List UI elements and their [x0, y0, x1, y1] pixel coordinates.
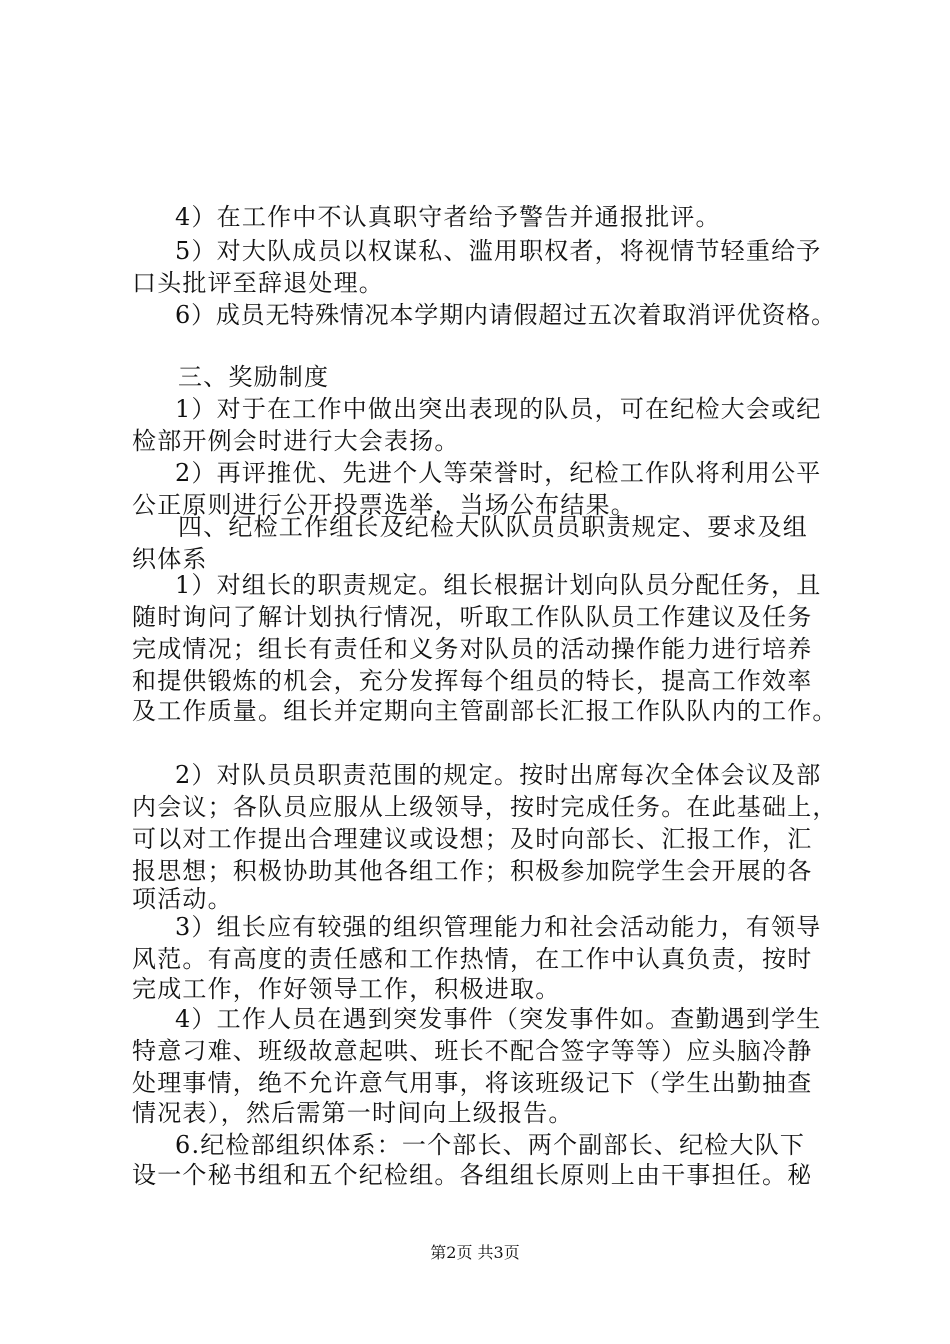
- text-line: 织体系: [132, 545, 208, 573]
- section-heading: 三、奖励制度: [178, 363, 330, 391]
- text-line: 4）在工作中不认真职守者给予警告并通报批评。: [175, 203, 721, 231]
- text-line: 6.纪检部组织体系：一个部长、两个副部长、纪检大队下: [175, 1131, 806, 1159]
- text-line: 项活动。: [132, 885, 233, 913]
- text-line: 及工作质量。组长并定期向主管副部长汇报工作队队内的工作。: [132, 697, 838, 725]
- text-line: 处理事情，绝不允许意气用事，将该班级记下（学生出勤抽查: [132, 1069, 813, 1097]
- text-line: 6）成员无特殊情况本学期内请假超过五次着取消评优资格。: [175, 301, 836, 329]
- section-heading: 四、纪检工作组长及纪检大队队员员职责规定、要求及组: [178, 513, 808, 541]
- text-line: 1）对于在工作中做出突出表现的队员，可在纪检大会或纪: [175, 395, 822, 423]
- text-line: 2）对队员员职责范围的规定。按时出席每次全体会议及部: [175, 761, 822, 789]
- text-line: 公正原则进行公开投票选举，当场公布结果。: [132, 491, 636, 519]
- text-line: 4）工作人员在遇到突发事件（突发事件如。查勤遇到学生: [175, 1005, 822, 1033]
- text-line: 风范。有高度的责任感和工作热情，在工作中认真负责，按时: [132, 945, 813, 973]
- text-line: 和提供锻炼的机会，充分发挥每个组员的特长，提高工作效率: [132, 667, 813, 695]
- text-line: 报思想；积极协助其他各组工作；积极参加院学生会开展的各: [132, 857, 813, 885]
- page-footer: 第2页 共3页: [430, 1243, 520, 1262]
- text-line: 设一个秘书组和五个纪检组。各组组长原则上由干事担任。秘: [132, 1161, 813, 1189]
- text-line: 口头批评至辞退处理。: [132, 269, 384, 297]
- text-line: 1）对组长的职责规定。组长根据计划向队员分配任务，且: [175, 571, 822, 599]
- text-line: 检部开例会时进行大会表扬。: [132, 427, 460, 455]
- text-line: 5）对大队成员以权谋私、滥用职权者，将视情节轻重给予: [175, 237, 822, 265]
- text-line: 完成情况；组长有责任和义务对队员的活动操作能力进行培养: [132, 635, 813, 663]
- text-line: 内会议；各队员应服从上级领导，按时完成任务。在此基础上，: [132, 793, 838, 821]
- text-line: 可以对工作提出合理建议或设想；及时向部长、汇报工作，汇: [132, 825, 813, 853]
- text-line: 2）再评推优、先进个人等荣誉时，纪检工作队将利用公平: [175, 459, 822, 487]
- text-line: 情况表），然后需第一时间向上级报告。: [132, 1099, 574, 1127]
- text-line: 完成工作，作好领导工作，积极进取。: [132, 975, 561, 1003]
- text-line: 3）组长应有较强的组织管理能力和社会活动能力，有领导: [175, 913, 822, 941]
- text-line: 特意刁难、班级故意起哄、班长不配合签字等等）应头脑冷静: [132, 1037, 813, 1065]
- text-line: 随时询问了解计划执行情况，听取工作队队员工作建议及任务: [132, 603, 813, 631]
